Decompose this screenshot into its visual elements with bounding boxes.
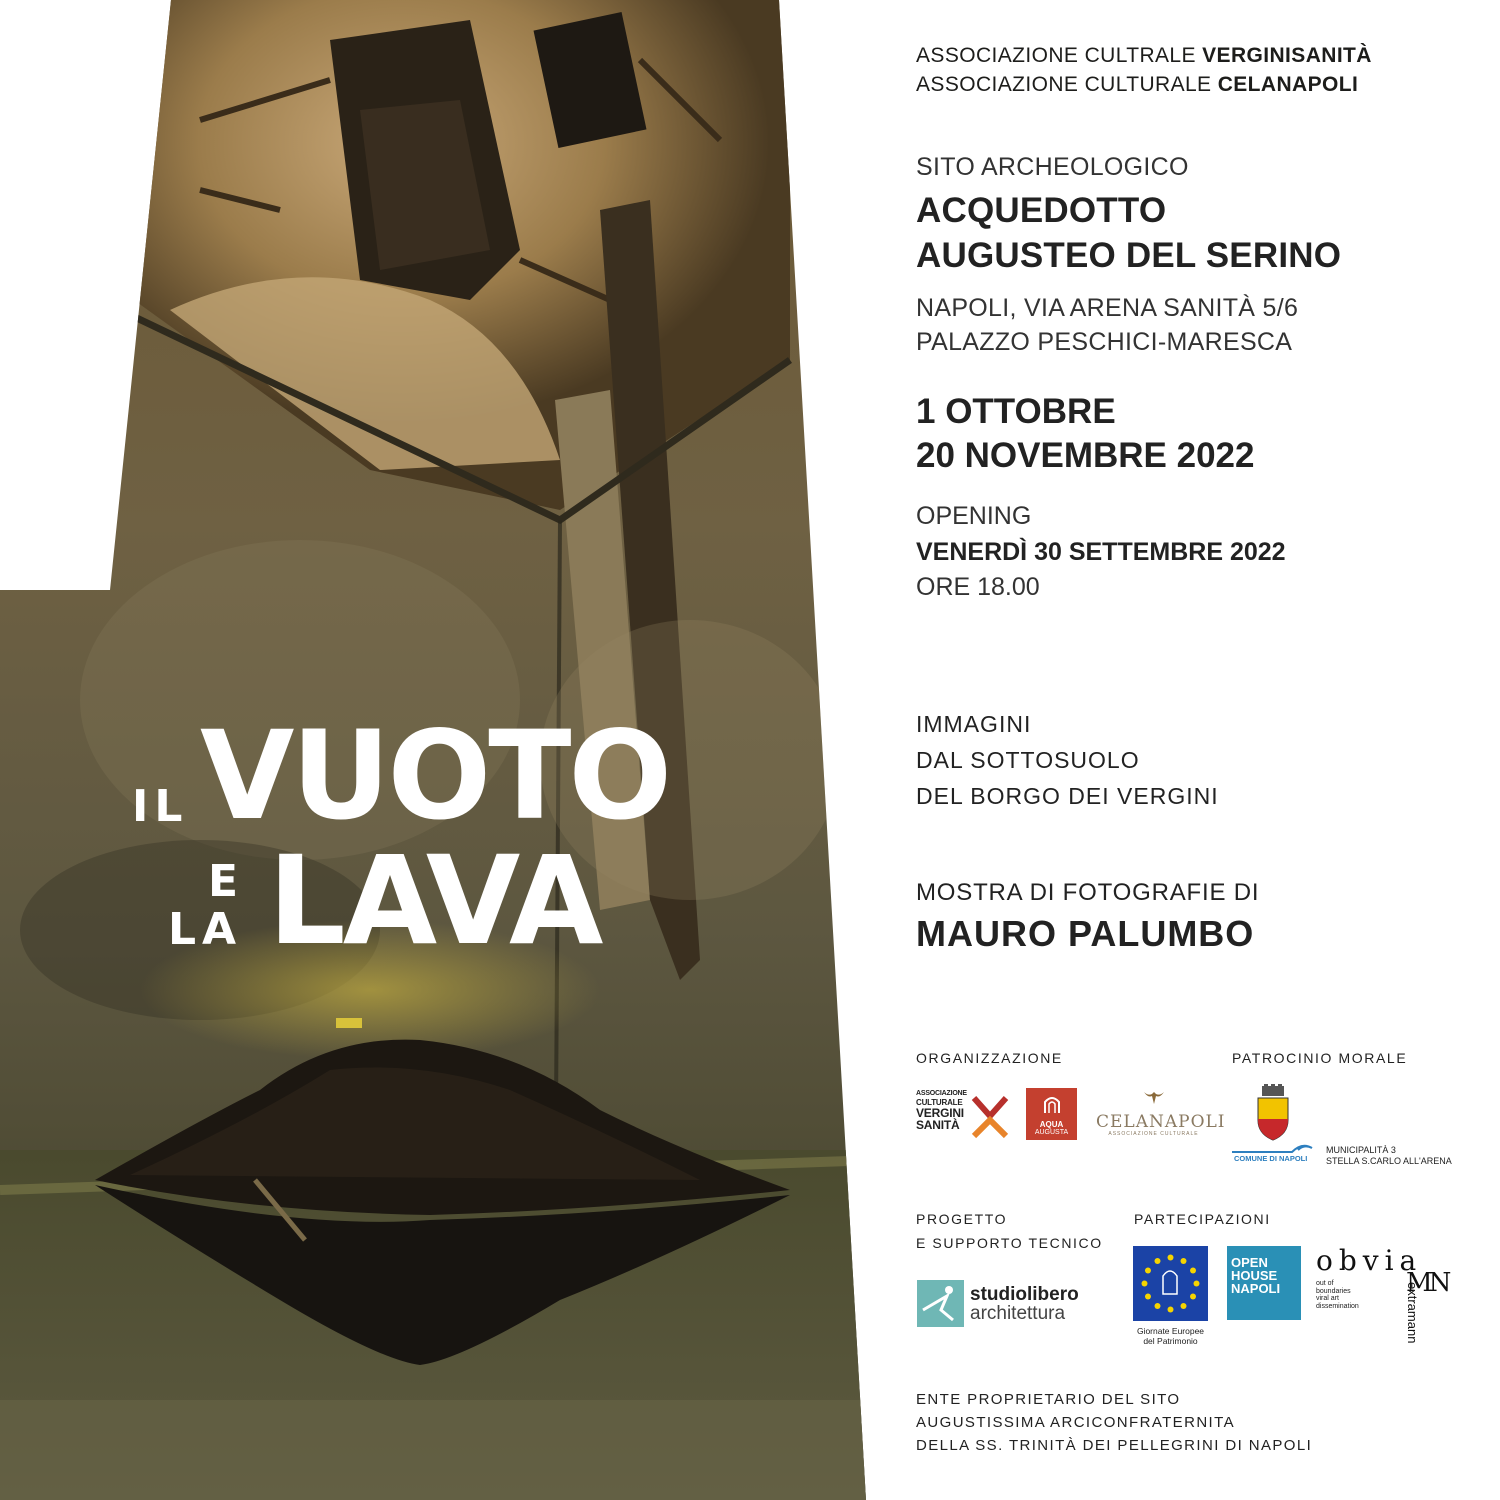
title-il: IL [132,781,189,832]
section-patrocinio: PATROCINIO MORALE [1232,1050,1408,1066]
title-e: E [208,856,245,907]
eu-star-icon [1145,1294,1151,1300]
extramann-label: extramann [1405,1282,1420,1344]
owner-line2: AUGUSTISSIMA ARCICONFRATERNITA [916,1414,1235,1431]
site-owner [916,1388,1312,1457]
napoli-crest-icon [1254,1084,1292,1142]
vs-line3: VERGINI [916,1106,964,1120]
vs-mark-icon [970,1094,1010,1140]
eu-star-icon [1190,1294,1196,1300]
eu-star-icon [1145,1268,1151,1274]
eu-star-icon [1168,1307,1174,1313]
openhouse-line2: HOUSE [1231,1268,1278,1283]
bull-icon [1142,1088,1166,1108]
date-start: 1 OTTOBRE [916,392,1116,431]
logo-giornate-europee [1133,1246,1208,1351]
exhibition-dates [916,390,1254,478]
openhouse-line3: NAPOLI [1231,1281,1281,1296]
opening-info [916,500,1286,604]
logo-studiolibero [917,1280,1097,1330]
celanapoli-name: CELANAPOLI [1096,1112,1226,1132]
studiolibero-name: studiolibero [970,1284,1079,1305]
wave-icon [1232,1140,1322,1154]
giornate-line1: Giornate Europee [1136,1326,1205,1336]
eu-star-icon [1190,1268,1196,1274]
obvia-sub-4: dissemination [1316,1302,1359,1310]
progetto-line2: E SUPPORTO TECNICO [916,1235,1103,1251]
section-progetto [916,1207,1103,1255]
studiolibero-mark-icon [917,1280,964,1327]
mann-mark: MN [1406,1268,1448,1298]
logo-celanapoli [1096,1088,1226,1138]
owner-line1: ENTE PROPRIETARIO DEL SITO [916,1391,1181,1408]
venue-address [916,291,1298,359]
subtitle-line3: DEL BORGO DEI VERGINI [916,783,1219,809]
logo-aqua-augusta [1026,1088,1077,1140]
eu-flag-icon [1133,1246,1208,1321]
assoc-prefix-1: ASSOCIAZIONE CULTRALE [916,44,1203,67]
eu-star-icon [1181,1258,1187,1264]
municipalita-line1: MUNICIPALITÀ 3 [1326,1145,1396,1155]
eu-star-icon [1194,1281,1200,1287]
studiolibero-sub: architettura [970,1303,1066,1324]
eu-star-icon [1181,1303,1187,1309]
eu-star-icon [1155,1258,1161,1264]
vs-line2: CULTURALE [916,1098,963,1107]
address-line1: NAPOLI, VIA ARENA SANITÀ 5/6 [916,294,1299,322]
site-label: SITO ARCHEOLOGICO [916,153,1189,181]
assoc-name-1: VERGINISANITÀ [1202,44,1372,67]
logo-comune-napoli [1232,1084,1322,1169]
openhouse-line1: OPEN [1231,1255,1268,1270]
comune-label: COMUNE DI NAPOLI [1234,1154,1308,1163]
date-end: 20 NOVEMBRE 2022 [916,436,1255,475]
subtitle-line2: DAL SOTTOSUOLO [916,747,1140,773]
subtitle-line1: IMMAGINI [916,711,1032,737]
assoc-name-2: CELANAPOLI [1217,73,1359,96]
vs-line1: ASSOCIAZIONE [916,1090,967,1097]
eu-star-icon [1155,1303,1161,1309]
assoc-prefix-2: ASSOCIAZIONE CULTURALE [916,73,1218,96]
obvia-sub-1: out of [1316,1280,1334,1287]
associations [916,41,1372,99]
venue-name-line1: ACQUEDOTTO [916,191,1167,230]
opening-date: VENERDÌ 30 SETTEMBRE 2022 [916,538,1286,566]
opening-time: ORE 18.00 [916,573,1040,601]
subtitle [916,706,1219,814]
logo-extramann [1405,1244,1451,1344]
vs-line4: SANITÀ [916,1118,960,1132]
owner-line3: DELLA SS. TRINITÀ DEI PELLEGRINI DI NAPOLI [916,1437,1313,1454]
section-organizzazione: ORGANIZZAZIONE [916,1050,1063,1066]
augusta-label: AUGUSTA [1034,1129,1069,1136]
aqua-label: AQUA [1039,1120,1064,1129]
progetto-line1: PROGETTO [916,1211,1008,1227]
giornate-line2: del Patrimonio [1143,1336,1198,1346]
logo-vergini-sanita [916,1090,1006,1142]
eu-star-icon [1142,1281,1148,1287]
municipalita-line2: STELLA S.CARLO ALL'ARENA [1326,1156,1452,1166]
title-lava: LAVA [268,830,601,972]
title-vuoto: VUOTO [200,705,670,847]
arch-icon [1041,1093,1063,1115]
address-line2: PALAZZO PESCHICI-MARESCA [916,328,1293,356]
title-la: LA [168,904,243,955]
opening-label: OPENING [916,502,1032,530]
logo-open-house-napoli [1227,1246,1301,1320]
eu-star-icon [1168,1255,1174,1261]
celanapoli-sub: ASSOCIAZIONE CULTURALE [1108,1131,1199,1137]
venue-name [916,188,1341,278]
section-partecipazioni: PARTECIPAZIONI [1134,1211,1271,1227]
venue-name-line2: AUGUSTEO DEL SERINO [916,236,1342,275]
obvia-sub-2: boundaries [1316,1287,1351,1295]
exhibition-label: MOSTRA DI FOTOGRAFIE DI [916,879,1260,906]
author-name: MAURO PALUMBO [916,913,1255,954]
municipalita-label [1326,1145,1452,1167]
obvia-sub-3: viral art [1316,1295,1339,1302]
obvia-name: obvia [1316,1244,1423,1277]
